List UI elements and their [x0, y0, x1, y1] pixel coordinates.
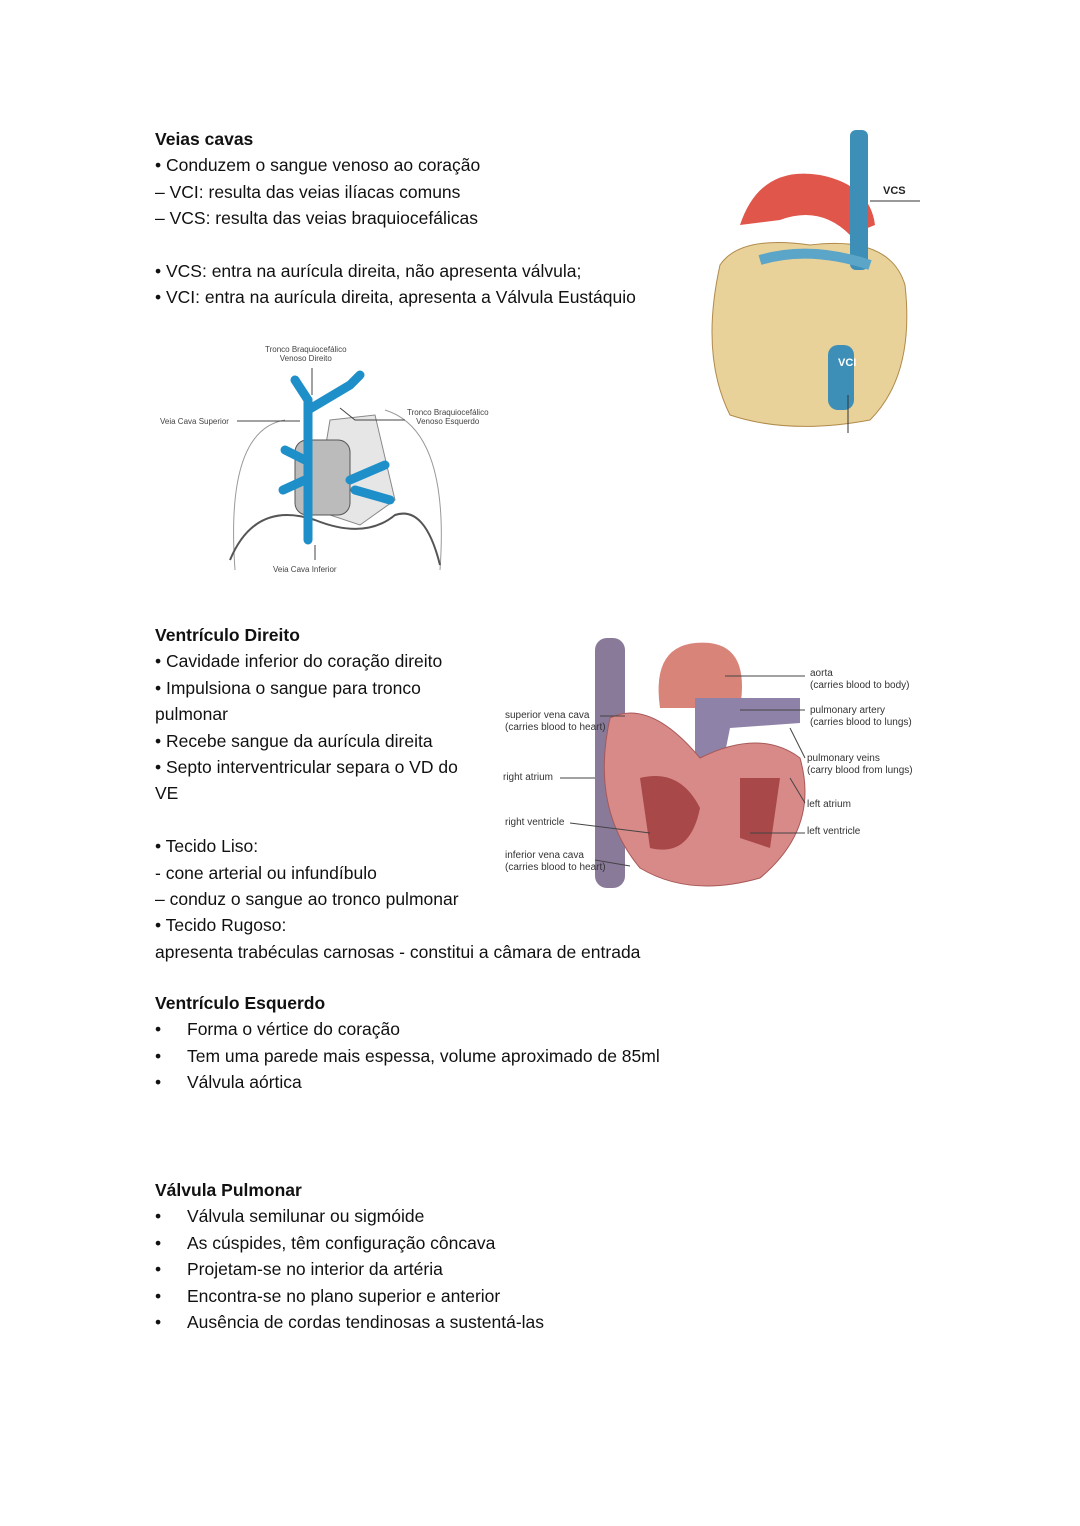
section-title: Válvula Pulmonar — [155, 1180, 302, 1200]
text-line: • VCS: entra na aurícula direita, não apresenta válvula; — [155, 260, 582, 281]
text-line: • Impulsiona o sangue para tronco — [155, 677, 421, 698]
text-line: • Conduzem o sangue venoso ao coração — [155, 155, 481, 176]
list-item: • Encontra-se no plano superior e anterior — [155, 1283, 544, 1309]
section-ventriculo-esquerdo — [155, 990, 660, 1096]
text-line: – VCS: resulta das veias braquiocefálicas — [155, 208, 478, 229]
list-item: • Válvula semilunar ou sigmóide — [155, 1203, 544, 1229]
text-line: • Tecido Rugoso: — [155, 915, 287, 936]
label-vcs: Veia Cava Superior — [160, 417, 229, 426]
text-line: - cone arterial ou infundíbulo — [155, 862, 377, 883]
label-vcs: VCS — [883, 185, 906, 197]
label-tronco-esquerdo: Tronco Braquiocefálico Venoso Esquerdo — [407, 408, 489, 426]
label-vci: Veia Cava Inferior — [273, 565, 337, 574]
label-pulmonary-veins: pulmonary veins (carry blood from lungs) — [807, 753, 913, 776]
text-line: VE — [155, 783, 179, 804]
label-tronco-direito: Tronco Braquiocefálico Venoso Direito — [265, 345, 347, 363]
label-left-ventricle: left ventricle — [807, 826, 861, 837]
label-aorta: aorta (carries blood to body) — [810, 668, 910, 691]
label-left-atrium: left atrium — [807, 799, 851, 810]
list-item: • Forma o vértice do coração — [155, 1016, 660, 1042]
section-title: Ventrículo Direito — [155, 625, 300, 645]
heart-cross-section-diagram — [500, 628, 930, 898]
label-right-ventricle: right ventricle — [505, 817, 565, 828]
label-right-atrium: right atrium — [503, 772, 554, 783]
list-item: • Tem uma parede mais espessa, volume aproximado de 85ml — [155, 1043, 660, 1069]
heart-diagram-vena-cava — [700, 125, 925, 435]
text-line: • Cavidade inferior do coração direito — [155, 651, 443, 672]
heart-illustration — [700, 125, 925, 435]
text-line: pulmonar — [155, 704, 228, 725]
list-item: • Projetam-se no interior da artéria — [155, 1256, 544, 1282]
list-item: • As cúspides, têm configuração côncava — [155, 1230, 544, 1256]
section-valvula-pulmonar — [155, 1177, 544, 1335]
text-line: – conduz o sangue ao tronco pulmonar — [155, 888, 459, 909]
text-line: apresenta trabéculas carnosas - constitui a câmara de entrada — [155, 941, 641, 962]
text-line: • Recebe sangue da aurícula direita — [155, 730, 433, 751]
text-line: • Septo interventricular separa o VD do — [155, 756, 458, 777]
text-line — [155, 232, 636, 258]
veins-illustration — [155, 340, 510, 580]
veins-diagram — [155, 340, 510, 580]
text-line: – VCI: resulta das veias ilíacas comuns — [155, 181, 461, 202]
text-line: • Tecido Liso: — [155, 836, 259, 857]
section-title: Ventrículo Esquerdo — [155, 993, 326, 1013]
label-pulmonary-artery: pulmonary artery (carries blood to lungs) — [810, 705, 912, 728]
label-inferior-vena-cava: inferior vena cava (carries blood to heart) — [505, 850, 606, 873]
list-item: • Ausência de cordas tendinosas a sustentá-las — [155, 1309, 544, 1335]
label-superior-vena-cava: superior vena cava (carries blood to heart) — [505, 710, 606, 733]
list-item: • Válvula aórtica — [155, 1069, 660, 1095]
section-veias-cavas — [155, 126, 636, 311]
text-line: • VCI: entra na aurícula direita, apresenta a Válvula Eustáquio — [155, 287, 636, 308]
section-title: Veias cavas — [155, 129, 254, 149]
label-vci: VCI — [838, 357, 857, 369]
